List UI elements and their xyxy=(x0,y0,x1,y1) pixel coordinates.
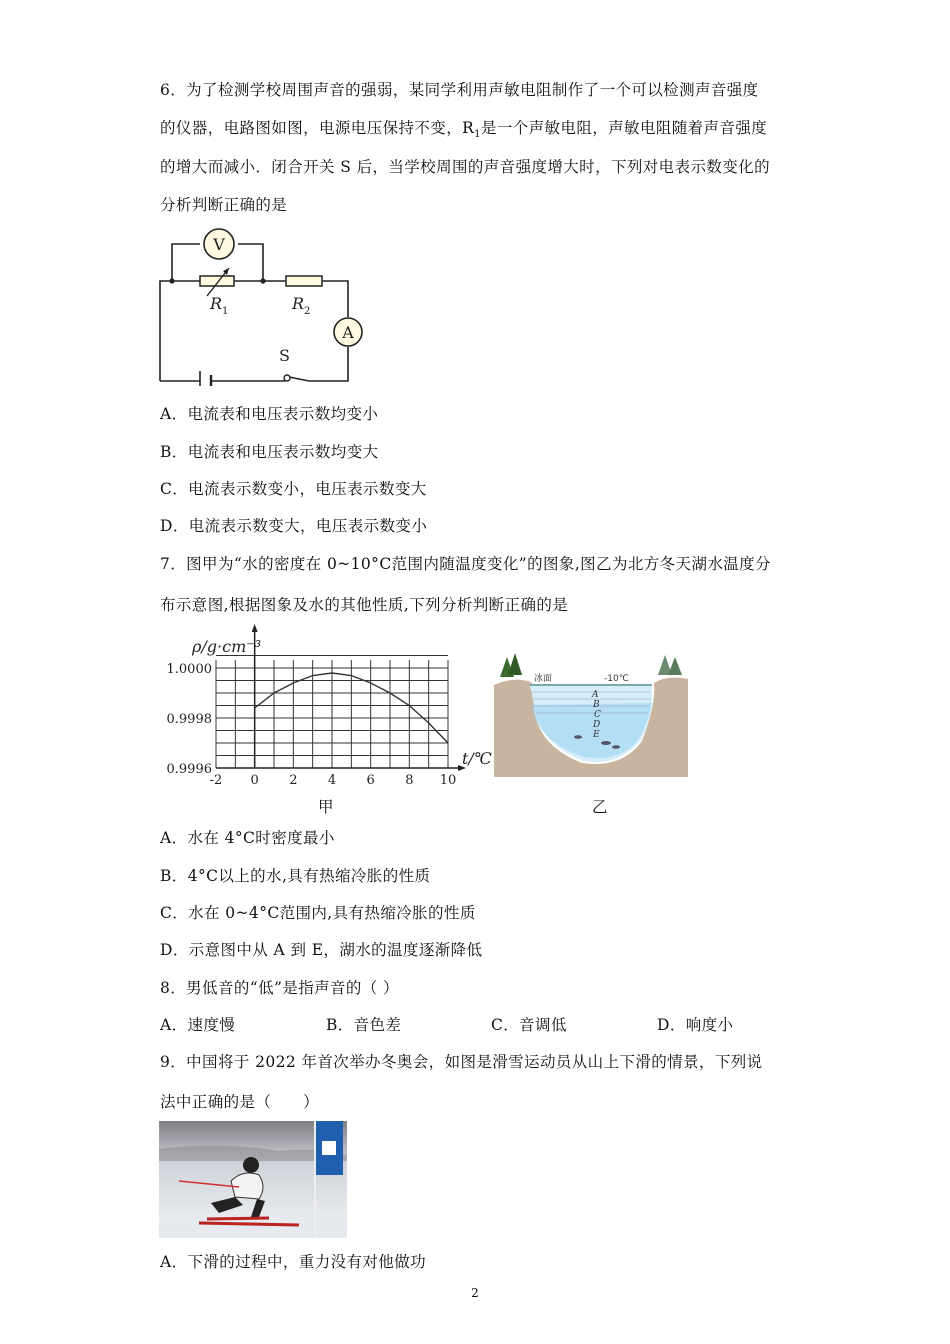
q7-option-c: C．水在 0~4°C范围内,具有热缩冷胀的性质 xyxy=(160,904,476,922)
ice-label: 冰面 xyxy=(534,674,553,684)
q8-option-c: C．音调低 xyxy=(491,1016,567,1034)
switch-label: S xyxy=(279,346,290,365)
r1-label-sub: 1 xyxy=(222,306,229,317)
surface-temp-label: -10℃ xyxy=(604,674,629,684)
r2-label-sub: 2 xyxy=(304,306,311,317)
q8-line-1: 8．男低音的“低”是指声音的（ ） xyxy=(160,979,399,997)
x-axis-label: t/℃ xyxy=(462,749,492,768)
voltmeter-label: V xyxy=(213,235,225,254)
resistor-r2-icon xyxy=(286,276,322,286)
q8-option-a: A．速度慢 xyxy=(160,1016,236,1034)
switch-icon xyxy=(284,375,290,381)
x-tick-label: 2 xyxy=(289,773,298,788)
x-tick-label: 8 xyxy=(405,773,414,788)
q6-line-3: 的增大而减小．闭合开关 S 后，当学校周围的声音强度增大时，下列对电表示数变化的 xyxy=(160,158,770,176)
fish-icon xyxy=(574,735,582,739)
q6-option-b: B．电流表和电压表示数均变大 xyxy=(160,443,379,461)
resistor-r1-icon xyxy=(200,268,234,296)
x-tick-label: 4 xyxy=(327,773,337,788)
density-chart xyxy=(150,622,500,818)
r1-label: R xyxy=(210,294,223,313)
y-tick-label: 0.9998 xyxy=(166,712,212,727)
layer-a-label: A xyxy=(592,690,599,700)
fig-yi-label: 乙 xyxy=(592,798,608,816)
fish-icon xyxy=(601,741,611,745)
y-tick-label: 0.9996 xyxy=(166,762,212,777)
layer-e-label: E xyxy=(593,730,600,740)
ammeter-label: A xyxy=(342,323,354,342)
voltmeter-icon xyxy=(204,229,234,259)
q6-option-c: C．电流表示数变小，电压表示数变大 xyxy=(160,480,427,498)
layer-d-label: D xyxy=(593,720,601,730)
q6-line-2b: 是一个声敏电阻，声敏电阻随着声音强度 xyxy=(480,119,768,137)
skier-photo xyxy=(159,1121,347,1238)
q6-r1-subscript: 1 xyxy=(474,129,481,140)
y-axis-label: ρ/g·cm⁻³ xyxy=(192,637,262,656)
fish-icon xyxy=(612,745,620,749)
q8-option-b: B．音色差 xyxy=(326,1016,402,1034)
q7-option-b: B．4°C以上的水,具有热缩冷胀的性质 xyxy=(160,867,431,885)
q6-option-a: A．电流表和电压表示数均变小 xyxy=(160,405,379,423)
layer-b-label: B xyxy=(593,700,600,710)
tree-icon xyxy=(658,655,682,675)
y-tick-label: 1.0000 xyxy=(166,662,212,677)
q7-line-2: 布示意图,根据图象及水的其他性质,下列分析判断正确的是 xyxy=(160,596,569,614)
x-tick-label: -2 xyxy=(209,773,223,788)
q6-line-2 xyxy=(160,116,767,140)
page-number: 2 xyxy=(471,1286,479,1300)
circuit-diagram xyxy=(155,224,365,386)
fig-jia-label: 甲 xyxy=(318,798,334,816)
tree-icon xyxy=(500,653,522,677)
q6-line-4: 分析判断正确的是 xyxy=(160,196,288,214)
q9-option-a: A．下滑的过程中，重力没有对他做功 xyxy=(160,1253,426,1271)
q9-line-1: 9．中国将于 2022 年首次举办冬奥会，如图是滑雪运动员从山上下滑的情景，下列说 xyxy=(160,1053,763,1071)
junction-dot xyxy=(169,278,174,283)
q6-option-d: D．电流表示数变大，电压表示数变小 xyxy=(160,517,428,535)
q8-option-d: D．响度小 xyxy=(657,1016,734,1034)
x-tick-label: 0 xyxy=(250,773,259,788)
q9-line-2: 法中正确的是（ ） xyxy=(160,1093,320,1111)
q6-line-1: 6．为了检测学校周围声音的强弱，某同学利用声敏电阻制作了一个可以检测声音强度 xyxy=(160,81,759,99)
layer-c-label: C xyxy=(594,710,601,720)
lake-diagram xyxy=(492,645,692,777)
x-tick-label: 10 xyxy=(439,773,457,788)
q7-option-a: A．水在 4°C时密度最小 xyxy=(160,829,335,847)
r2-label: R xyxy=(292,294,305,313)
y-axis-arrow xyxy=(252,624,258,632)
q6-line-2a: 的仪器，电路图如图，电源电压保持不变，R xyxy=(160,119,475,137)
ammeter-icon xyxy=(334,318,362,346)
q7-line-1: 7．图甲为“水的密度在 0~10°C范围内随温度变化”的图象,图乙为北方冬天湖水温度分 xyxy=(160,555,771,573)
x-tick-label: 6 xyxy=(366,773,375,788)
junction-dot xyxy=(260,278,265,283)
q7-option-d: D．示意图中从 A 到 E，湖水的温度逐渐降低 xyxy=(160,941,483,959)
